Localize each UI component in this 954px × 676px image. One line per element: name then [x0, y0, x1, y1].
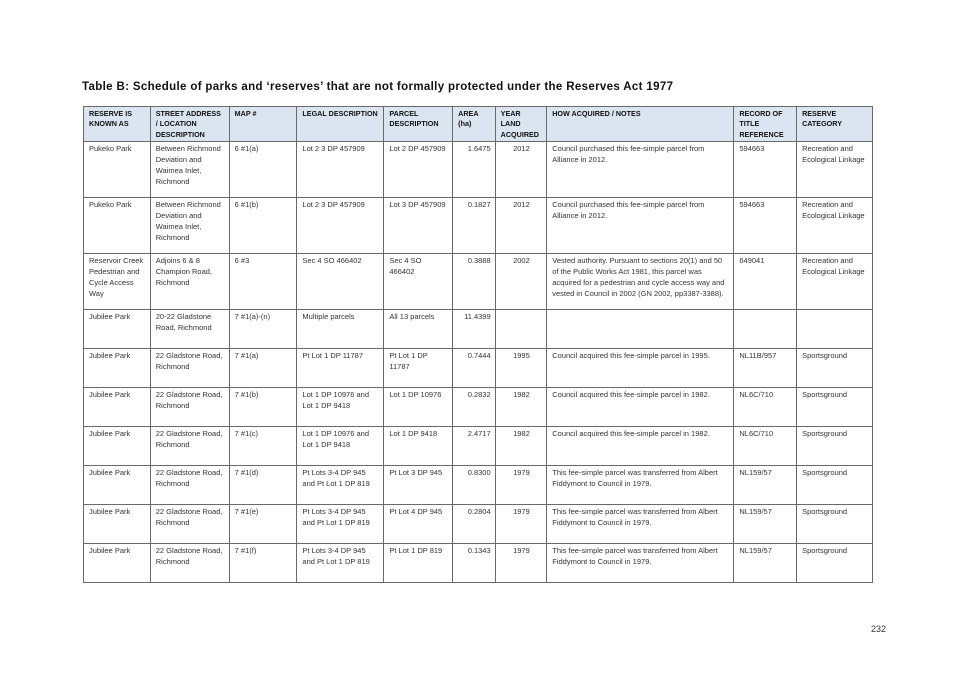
column-header: STREET ADDRESS / LOCATION DESCRIPTION [150, 107, 229, 142]
cell-reserve-name: Jubilee Park [84, 543, 151, 582]
cell-area: 0.1343 [453, 543, 495, 582]
cell-category: Recreation and Ecological Linkage [797, 141, 873, 197]
cell-map: 7 #1(e) [229, 504, 297, 543]
cell-reserve-name: Reservoir Creek Pedestrian and Cycle Access Way [84, 253, 151, 309]
cell-parcel: Pt Lot 1 DP 11787 [384, 348, 453, 387]
cell-year: 1979 [495, 543, 547, 582]
cell-notes [547, 309, 734, 348]
cell-address: 22 Gladstone Road, Richmond [150, 543, 229, 582]
cell-category: Sportsground [797, 543, 873, 582]
cell-category: Sportsground [797, 348, 873, 387]
cell-category: Sportsground [797, 426, 873, 465]
cell-map: 7 #1(a)-(n) [229, 309, 297, 348]
table-row [84, 543, 873, 582]
cell-title-ref: NL159/57 [734, 504, 797, 543]
column-header: PARCEL DESCRIPTION [384, 107, 453, 142]
cell-category: Sportsground [797, 504, 873, 543]
table-row [84, 504, 873, 543]
cell-title-ref: 594663 [734, 197, 797, 253]
cell-category: Recreation and Ecological Linkage [797, 253, 873, 309]
table-row [84, 309, 873, 348]
cell-reserve-name: Jubilee Park [84, 348, 151, 387]
cell-year: 1982 [495, 426, 547, 465]
cell-reserve-name: Jubilee Park [84, 504, 151, 543]
table-row [84, 141, 873, 197]
cell-year: 2012 [495, 197, 547, 253]
cell-legal: Pt Lots 3-4 DP 945 and Pt Lot 1 DP 819 [297, 465, 384, 504]
cell-notes: Council acquired this fee-simple parcel in 1995. [547, 348, 734, 387]
cell-year [495, 309, 547, 348]
cell-address: Between Richmond Deviation and Waimea Inlet, Richmond [150, 141, 229, 197]
column-header: AREA (ha) [453, 107, 495, 142]
cell-address: 22 Gladstone Road, Richmond [150, 504, 229, 543]
column-header: RECORD OF TITLE REFERENCE [734, 107, 797, 142]
cell-year: 1979 [495, 465, 547, 504]
cell-year: 1995 [495, 348, 547, 387]
cell-reserve-name: Jubilee Park [84, 426, 151, 465]
cell-title-ref [734, 309, 797, 348]
cell-address: 22 Gladstone Road, Richmond [150, 426, 229, 465]
cell-map: 7 #1(d) [229, 465, 297, 504]
cell-area: 0.1827 [453, 197, 495, 253]
cell-parcel: All 13 parcels [384, 309, 453, 348]
cell-address: 22 Gladstone Road, Richmond [150, 348, 229, 387]
table-row [84, 465, 873, 504]
table-row [84, 348, 873, 387]
cell-legal: Sec 4 SO 466402 [297, 253, 384, 309]
table-title: Table B: Schedule of parks and ‘reserves’ that are not formally protected under the Reserves Act 1977 [82, 81, 674, 93]
cell-reserve-name: Jubilee Park [84, 309, 151, 348]
cell-legal: Pt Lot 1 DP 11787 [297, 348, 384, 387]
cell-title-ref: 649041 [734, 253, 797, 309]
table-header-row [84, 107, 873, 142]
cell-parcel: Lot 3 DP 457909 [384, 197, 453, 253]
cell-map: 7 #1(c) [229, 426, 297, 465]
cell-title-ref: NL159/57 [734, 465, 797, 504]
table-row [84, 387, 873, 426]
cell-notes: Council acquired this fee-simple parcel in 1982. [547, 387, 734, 426]
cell-address: 20-22 Gladstone Road, Richmond [150, 309, 229, 348]
column-header: RESERVE IS KNOWN AS [84, 107, 151, 142]
cell-category: Sportsground [797, 387, 873, 426]
cell-reserve-name: Jubilee Park [84, 387, 151, 426]
cell-title-ref: NL6C/710 [734, 387, 797, 426]
cell-area: 0.8300 [453, 465, 495, 504]
cell-address: Between Richmond Deviation and Waimea Inlet, Richmond [150, 197, 229, 253]
cell-title-ref: 594663 [734, 141, 797, 197]
cell-reserve-name: Jubilee Park [84, 465, 151, 504]
cell-parcel: Lot 1 DP 10976 [384, 387, 453, 426]
cell-address: Adjoins 6 & 8 Champion Road, Richmond [150, 253, 229, 309]
column-header: MAP # [229, 107, 297, 142]
cell-notes: Council purchased this fee-simple parcel from Alliance in 2012. [547, 197, 734, 253]
cell-year: 1979 [495, 504, 547, 543]
cell-parcel: Lot 1 DP 9418 [384, 426, 453, 465]
cell-map: 6 #3 [229, 253, 297, 309]
cell-parcel: Lot 2 DP 457909 [384, 141, 453, 197]
cell-title-ref: NL159/57 [734, 543, 797, 582]
cell-area: 0.2804 [453, 504, 495, 543]
cell-address: 22 Gladstone Road, Richmond [150, 387, 229, 426]
cell-category: Sportsground [797, 465, 873, 504]
cell-legal: Multiple parcels [297, 309, 384, 348]
cell-legal: Lot 2 3 DP 457909 [297, 141, 384, 197]
cell-notes: Council acquired this fee-simple parcel in 1982. [547, 426, 734, 465]
table-row [84, 197, 873, 253]
cell-area: 0.2832 [453, 387, 495, 426]
column-header: YEAR LAND ACQUIRED [495, 107, 547, 142]
cell-category [797, 309, 873, 348]
cell-parcel: Pt Lot 3 DP 945 [384, 465, 453, 504]
schedule-table [83, 106, 873, 583]
table-row [84, 426, 873, 465]
cell-map: 6 #1(b) [229, 197, 297, 253]
cell-map: 7 #1(a) [229, 348, 297, 387]
cell-year: 1982 [495, 387, 547, 426]
cell-area: 0.3888 [453, 253, 495, 309]
column-header: HOW ACQUIRED / NOTES [547, 107, 734, 142]
cell-notes: This fee-simple parcel was transferred from Albert Fiddymont to Council in 1979. [547, 543, 734, 582]
cell-address: 22 Gladstone Road, Richmond [150, 465, 229, 504]
cell-area: 11.4399 [453, 309, 495, 348]
cell-notes: Vested authority. Pursuant to sections 20(1) and 50 of the Public Works Act 1981, this parcel was acquired for a pedestrian and cycle access way and vested in Council in 2002 (GN 2002, pp3387-3388). [547, 253, 734, 309]
cell-legal: Lot 1 DP 10976 and Lot 1 DP 9418 [297, 387, 384, 426]
cell-area: 2.4717 [453, 426, 495, 465]
cell-legal: Lot 2 3 DP 457909 [297, 197, 384, 253]
cell-year: 2012 [495, 141, 547, 197]
cell-parcel: Pt Lot 1 DP 819 [384, 543, 453, 582]
page-number: 232 [871, 624, 887, 634]
cell-legal: Lot 1 DP 10976 and Lot 1 DP 9418 [297, 426, 384, 465]
cell-category: Recreation and Ecological Linkage [797, 197, 873, 253]
table-row [84, 253, 873, 309]
cell-notes: This fee-simple parcel was transferred from Albert Fiddymont to Council in 1979. [547, 504, 734, 543]
cell-reserve-name: Pukeko Park [84, 141, 151, 197]
cell-parcel: Pt Lot 4 DP 945 [384, 504, 453, 543]
cell-map: 7 #1(f) [229, 543, 297, 582]
cell-notes: Council purchased this fee-simple parcel from Alliance in 2012. [547, 141, 734, 197]
cell-area: 0.7444 [453, 348, 495, 387]
cell-reserve-name: Pukeko Park [84, 197, 151, 253]
column-header: RESERVE CATEGORY [797, 107, 873, 142]
cell-title-ref: NL6C/710 [734, 426, 797, 465]
cell-parcel: Sec 4 SO 466402 [384, 253, 453, 309]
cell-title-ref: NL11B/957 [734, 348, 797, 387]
cell-notes: This fee-simple parcel was transferred from Albert Fiddymont to Council in 1979. [547, 465, 734, 504]
cell-area: 1.6475 [453, 141, 495, 197]
column-header: LEGAL DESCRIPTION [297, 107, 384, 142]
cell-legal: Pt Lots 3-4 DP 945 and Pt Lot 1 DP 819 [297, 543, 384, 582]
cell-year: 2002 [495, 253, 547, 309]
cell-map: 7 #1(b) [229, 387, 297, 426]
cell-map: 6 #1(a) [229, 141, 297, 197]
cell-legal: Pt Lots 3-4 DP 945 and Pt Lot 1 DP 819 [297, 504, 384, 543]
